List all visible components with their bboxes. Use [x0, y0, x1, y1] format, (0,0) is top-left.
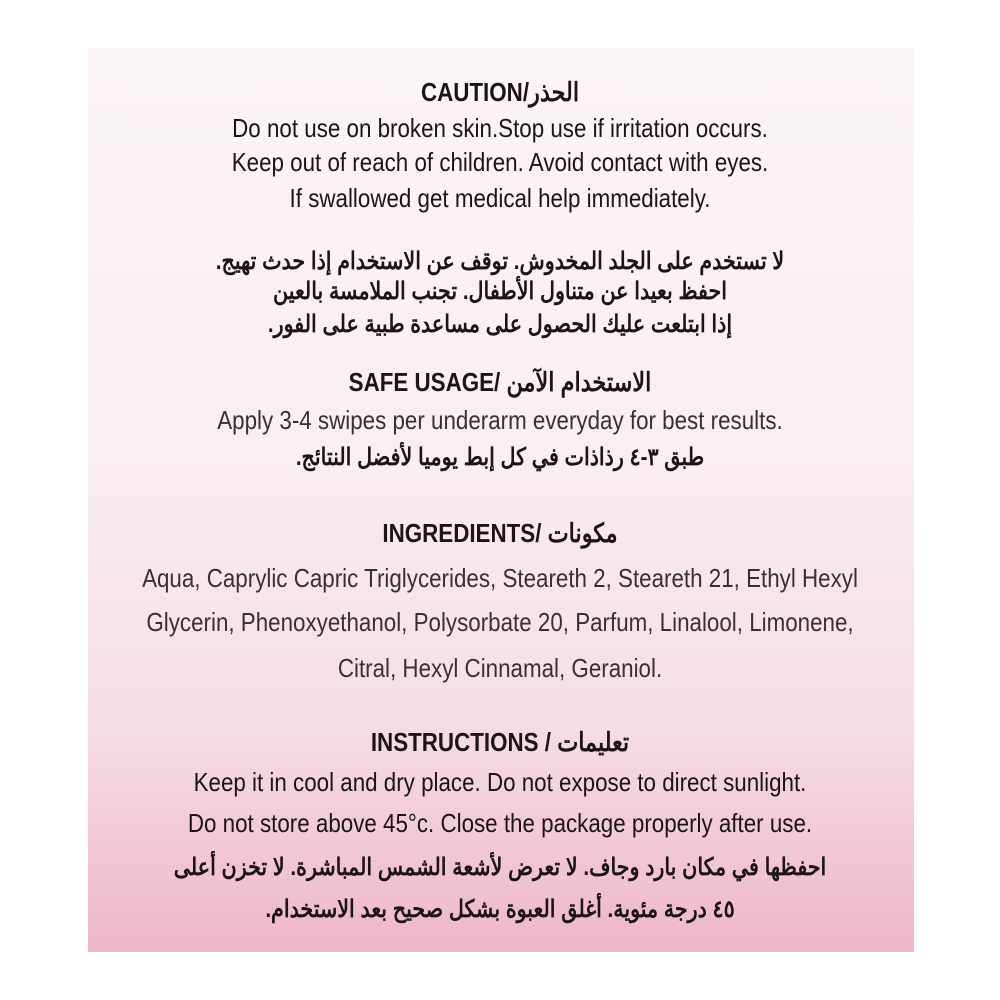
- ingredients-line: Glycerin, Phenoxyethanol, Polysorbate 20, Parfum, Linalool, Limonene,: [146, 607, 854, 637]
- ingredients-heading: INGREDIENTS/ مكونات: [382, 518, 618, 548]
- instructions-line: Keep it in cool and dry place. Do not expose to direct sunlight.: [193, 767, 807, 797]
- ingredients-line: Citral, Hexyl Cinnamal, Geraniol.: [337, 653, 663, 683]
- safe-usage-line: Apply 3-4 swipes per underarm everyday for best results.: [217, 405, 783, 435]
- caution-line-ar: احفظ بعيدا عن متناول الأطفال. تجنب الملامسة بالعين: [273, 278, 727, 305]
- caution-line: If swallowed get medical help immediately.: [289, 183, 711, 213]
- caution-line: Do not use on broken skin.Stop use if irritation occurs.: [232, 113, 768, 143]
- safe-usage-line-ar: طبق ٣-٤ رذاذات في كل إبط يوميا لأفضل النتائج.: [295, 444, 705, 471]
- caution-line-ar: إذا ابتلعت عليك الحصول على مساعدة طبية على الفور.: [267, 311, 733, 338]
- safe-usage-heading: SAFE USAGE/ الاستخدام الآمن: [348, 367, 652, 397]
- caution-line-ar: لا تستخدم على الجلد المخدوش. توقف عن الاستخدام إذا حدث تهيج.: [215, 248, 785, 275]
- instructions-line-ar: احفظها في مكان بارد وجاف. لا تعرض لأشعة الشمس المباشرة. لا تخزن أعلى: [173, 854, 827, 881]
- instructions-line-ar: ٤٥ درجة مئوية. أغلق العبوة بشكل صحيح بعد الاستخدام.: [265, 896, 735, 923]
- caution-heading: CAUTION/الحذر: [420, 77, 580, 107]
- instructions-line: Do not store above 45°c. Close the package properly after use.: [187, 808, 813, 838]
- instructions-heading: INSTRUCTIONS / تعليمات: [370, 727, 630, 757]
- caution-line: Keep out of reach of children. Avoid contact with eyes.: [231, 147, 769, 177]
- ingredients-line: Aqua, Caprylic Capric Triglycerides, Steareth 2, Steareth 21, Ethyl Hexyl: [142, 563, 858, 593]
